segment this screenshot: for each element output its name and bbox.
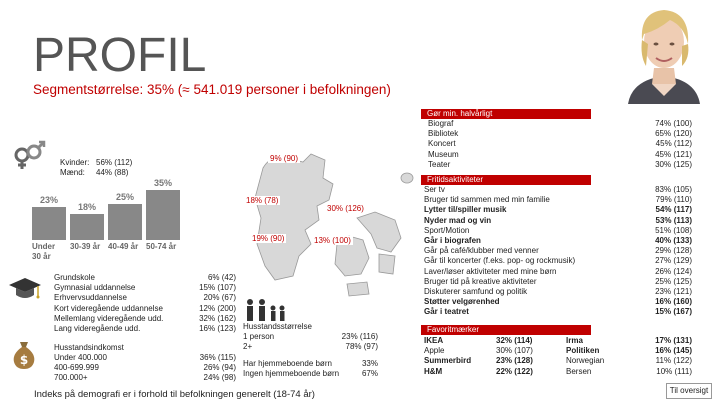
culture-value: 45% (112) [655, 139, 692, 149]
culture-label: Biograf [428, 119, 454, 128]
age-pct-50-74: 35% [153, 178, 172, 188]
map-label-nordjylland: 9% (90) [270, 154, 299, 163]
education-value: 16% (123) [199, 324, 236, 333]
svg-text:$: $ [19, 353, 29, 367]
household-kids-value: 67% [361, 369, 378, 379]
culture-label: Koncert [428, 139, 456, 149]
brand-label: Norwegian [566, 356, 605, 366]
leisure-value: 83% (105) [655, 185, 692, 194]
brand-value: 22% (122) [496, 366, 533, 376]
brand-label: Irma [566, 336, 583, 345]
education-value: 6% (42) [207, 273, 236, 282]
household-kids-value: 33% [361, 359, 378, 368]
culture-header: Gør min. halvårligt [421, 109, 591, 119]
leisure-value: 51% (108) [655, 225, 692, 235]
age-label-under30: Under 30 år [32, 242, 56, 261]
leisure-label: Går til koncerter (f.eks. pop- og rockmusik) [424, 256, 576, 266]
brand-value: 10% (111) [656, 366, 692, 376]
family-icon [242, 298, 286, 322]
income-label: 700.000+ [54, 373, 88, 383]
page-title: PROFIL [33, 29, 207, 82]
leisure-value: 26% (124) [655, 266, 692, 276]
culture-value: 30% (125) [655, 159, 692, 169]
leisure-label: Sport/Motion [424, 225, 470, 235]
education-label: Kort videregående uddannelse [54, 303, 163, 313]
brand-value: 17% (131) [655, 336, 692, 345]
leisure-label: Støtter velgørenhed [424, 297, 500, 307]
map-label-syddanmark: 19% (90) [252, 234, 285, 243]
brand-value: 23% (128) [496, 356, 533, 366]
footer-note: Indeks på demografi er i forhold til befolkningen generelt (18-74 år) [34, 389, 315, 400]
brand-label: Bersen [566, 366, 592, 376]
persona-photo [618, 0, 710, 104]
culture-label: Bibliotek [428, 129, 459, 139]
brand-label: H&M [424, 366, 443, 376]
household-kids-label: Har hjemmeboende børn [243, 359, 332, 368]
segment-size-subtitle: Segmentstørrelse: 35% (≈ 541.019 personer i befolkningen) [33, 82, 391, 97]
leisure-value: 25% (125) [655, 276, 692, 286]
education-label: Grundskole [54, 273, 95, 282]
culture-label: Teater [428, 159, 451, 169]
household-size-header: Husstandsstørrelse [243, 322, 312, 331]
education-value: 20% (67) [203, 293, 236, 303]
household-size-value: 78% (97) [345, 342, 378, 352]
leisure-label: Går på café/klubber med venner [424, 246, 539, 256]
age-pct-under30: 23% [39, 195, 58, 205]
age-label-50-74: 50-74 år [146, 242, 177, 251]
income-value: 36% (115) [199, 353, 236, 362]
brand-value: 16% (145) [655, 346, 692, 356]
education-value: 32% (162) [199, 313, 236, 323]
brand-label: Summerbird [424, 356, 472, 366]
household-size-value: 23% (116) [341, 332, 378, 341]
income-label: Under 400.000 [54, 353, 107, 362]
leisure-label: Bruger tid sammen med min familie [424, 195, 550, 205]
brands-header: Favoritmærker [421, 325, 591, 335]
age-pct-40-49: 25% [115, 192, 134, 202]
map-label-midtjylland: 18% (78) [246, 196, 279, 205]
brand-value: 30% (107) [496, 346, 533, 356]
leisure-label: Går i biografen [424, 236, 481, 245]
culture-value: 74% (100) [655, 119, 692, 128]
leisure-value: 16% (160) [655, 297, 692, 307]
age-bar-30-39 [70, 214, 104, 240]
education-value: 12% (200) [199, 303, 236, 313]
leisure-value: 53% (113) [655, 215, 692, 225]
leisure-label: Laver/løser aktiviteter med mine børn [424, 266, 557, 276]
brand-label: Politiken [566, 346, 600, 356]
leisure-value: 23% (121) [655, 287, 692, 296]
gender-male-value: 44% (88) [96, 168, 129, 177]
money-bag-icon [10, 340, 38, 370]
household-size-label: 2+ [243, 342, 253, 352]
leisure-value: 15% (167) [655, 307, 692, 317]
leisure-label: Lytter til/spiller musik [424, 205, 507, 215]
leisure-label: Bruger tid på kreative aktiviteter [424, 276, 537, 286]
brand-value: 32% (114) [496, 336, 533, 345]
leisure-value: 29% (128) [655, 246, 692, 256]
income-label: 400-699.999 [54, 363, 99, 373]
leisure-label: Nyder mad og vin [424, 215, 492, 225]
leisure-label: Ser tv [424, 185, 445, 194]
age-pct-30-39: 18% [77, 202, 96, 212]
income-value: 24% (98) [203, 373, 236, 383]
age-bar-50-74 [146, 190, 180, 240]
gender-female-label: Kvinder: [60, 158, 90, 167]
age-bar-40-49 [108, 204, 142, 240]
gender-female-value: 56% (112) [96, 158, 133, 167]
culture-label: Museum [428, 149, 459, 159]
leisure-header: Fritidsaktiviteter [421, 175, 591, 185]
leisure-value: 27% (129) [655, 256, 692, 266]
culture-value: 45% (121) [655, 149, 692, 159]
brand-label: IKEA [424, 336, 444, 345]
map-label-hovedstaden: 30% (126) [327, 204, 364, 213]
education-label: Erhvervsuddannelse [54, 293, 127, 303]
brand-label: Apple [424, 346, 445, 356]
education-label: Lang videregående udd. [54, 324, 141, 333]
leisure-value: 40% (133) [655, 236, 692, 245]
gender-male-label: Mænd: [60, 168, 85, 177]
leisure-value: 54% (117) [655, 205, 692, 215]
leisure-label: Diskuterer samfund og politik [424, 287, 528, 296]
education-label: Mellemlang videregående udd. [54, 313, 164, 323]
denmark-map [245, 148, 415, 308]
education-label: Gymnasial uddannelse [54, 283, 136, 293]
leisure-label: Går i teatret [424, 307, 469, 317]
leisure-value: 79% (110) [655, 195, 692, 205]
age-bar-under30 [32, 207, 66, 240]
income-value: 26% (94) [203, 363, 236, 373]
household-size-label: 1 person [243, 332, 275, 341]
overview-button[interactable]: Til oversigt [666, 383, 712, 399]
culture-value: 65% (120) [655, 129, 692, 139]
gender-symbols-icon [12, 140, 48, 170]
household-kids-label: Ingen hjemmeboende børn [243, 369, 340, 379]
age-label-40-49: 40-49 år [108, 242, 139, 251]
income-header: Husstandsindkomst [54, 343, 124, 352]
brand-value: 11% (122) [655, 356, 692, 366]
graduation-cap-icon [8, 276, 42, 302]
education-value: 15% (107) [199, 283, 236, 293]
map-label-sjaelland: 13% (100) [314, 236, 351, 245]
age-label-30-39: 30-39 år [70, 242, 101, 251]
